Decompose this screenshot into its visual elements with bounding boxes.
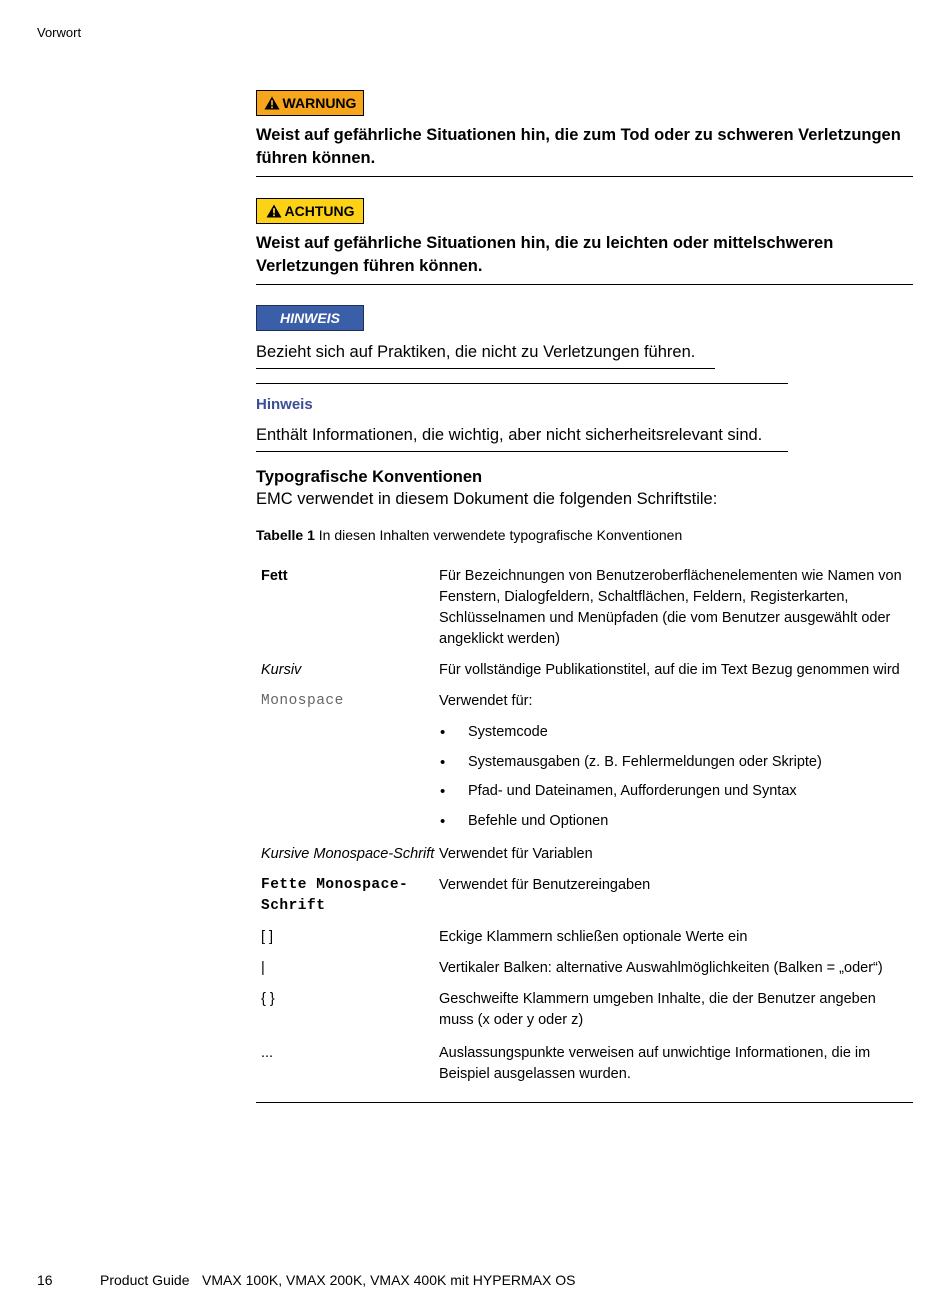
section-intro: EMC verwendet in diesem Dokument die folgenden Schriftstile: <box>256 490 718 508</box>
convention-value-text: Verwendet für: <box>439 693 533 709</box>
table-row <box>256 650 913 681</box>
convention-value: Geschweifte Klammern umgeben Inhalte, die der Benutzer angeben muss (x oder y oder z) <box>439 991 876 1028</box>
page-content <box>256 90 913 1103</box>
note-text: Enthält Informationen, die wichtig, aber nicht sicherheitsrelevant sind. <box>256 426 763 444</box>
table-row <box>256 865 913 917</box>
convention-key: Kursive Monospace-Schrift <box>261 846 435 862</box>
convention-key: Fett <box>261 568 288 584</box>
page-number: 16 <box>37 1272 53 1288</box>
caution-text: Weist auf gefährliche Situationen hin, die zu leichten oder mittelschweren Verletzungen führen können. <box>256 234 834 275</box>
caution-label: ACHTUNG <box>284 203 355 219</box>
footer-guide: Product Guide <box>100 1272 190 1288</box>
convention-key: Kursiv <box>261 662 302 678</box>
convention-value <box>439 681 913 840</box>
notice-text: Bezieht sich auf Praktiken, die nicht zu Verletzungen führen. <box>256 343 696 361</box>
bullet-list <box>439 722 913 840</box>
table-row <box>256 979 913 1031</box>
section-title: Typografische Konventionen <box>256 468 483 486</box>
table-caption <box>256 527 913 543</box>
warning-divider <box>256 176 913 177</box>
table-row <box>256 948 913 979</box>
convention-value: Auslassungspunkte verweisen auf unwichtige Informationen, die im Beispiel ausgelassen wurden. <box>439 1045 871 1082</box>
convention-key: [ ] <box>261 929 274 945</box>
table-caption-label: Tabelle 1 <box>256 527 315 543</box>
footer-product: VMAX 100K, VMAX 200K, VMAX 400K mit HYPERMAX OS <box>202 1272 576 1288</box>
caution-triangle-icon <box>266 204 282 218</box>
table-row <box>256 681 913 840</box>
warning-text: Weist auf gefährliche Situationen hin, die zum Tod oder zu schweren Verletzungen führen können. <box>256 126 901 167</box>
convention-key: { } <box>261 991 275 1007</box>
table-row <box>256 1031 913 1085</box>
convention-key: | <box>261 960 265 976</box>
table-bottom-divider <box>256 1102 913 1103</box>
convention-value: Für vollständige Publikationstitel, auf die im Text Bezug genommen wird <box>439 662 900 678</box>
conventions-table <box>256 566 913 1085</box>
convention-key: Fette Monospace-Schrift <box>261 877 409 914</box>
running-header: Vorwort <box>37 25 82 40</box>
list-item: • Systemcode <box>439 722 913 752</box>
table-row <box>256 840 913 865</box>
list-item: • Systemausgaben (z. B. Fehlermeldungen oder Skripte) <box>439 752 913 782</box>
convention-key: Monospace <box>261 693 344 709</box>
table-row <box>256 917 913 948</box>
warning-badge <box>256 90 364 116</box>
convention-value: Eckige Klammern schließen optionale Werte ein <box>439 929 748 945</box>
notice-divider <box>256 368 715 369</box>
convention-value: Verwendet für Benutzereingaben <box>439 877 651 893</box>
notice-label: HINWEIS <box>280 310 340 326</box>
warning-label: WARNUNG <box>282 95 357 111</box>
caution-divider <box>256 284 913 285</box>
caution-badge <box>256 198 364 224</box>
table-caption-text: In diesen Inhalten verwendete typografische Konventionen <box>318 527 683 543</box>
convention-value: Verwendet für Variablen <box>439 846 593 862</box>
note-divider <box>256 451 788 452</box>
notice-badge <box>256 305 364 331</box>
note-top-divider <box>256 383 788 384</box>
note-title: Hinweis <box>256 396 313 413</box>
table-row <box>256 566 913 650</box>
list-item: • Befehle und Optionen <box>439 811 913 841</box>
list-item: • Pfad- und Dateinamen, Aufforderungen und Syntax <box>439 781 913 811</box>
convention-value: Für Bezeichnungen von Benutzeroberflächenelementen wie Namen von Fenstern, Dialogfeldern, Schaltflächen, Feldern, Registerkarten, Schlüsselnamen und Menüpfaden (die vom Benutzer ausgewählt oder angeklickt werden) <box>439 568 902 647</box>
convention-key: ... <box>261 1045 274 1061</box>
convention-value: Vertikaler Balken: alternative Auswahlmöglichkeiten (Balken = „oder“) <box>439 960 883 976</box>
warning-triangle-icon <box>264 96 280 110</box>
